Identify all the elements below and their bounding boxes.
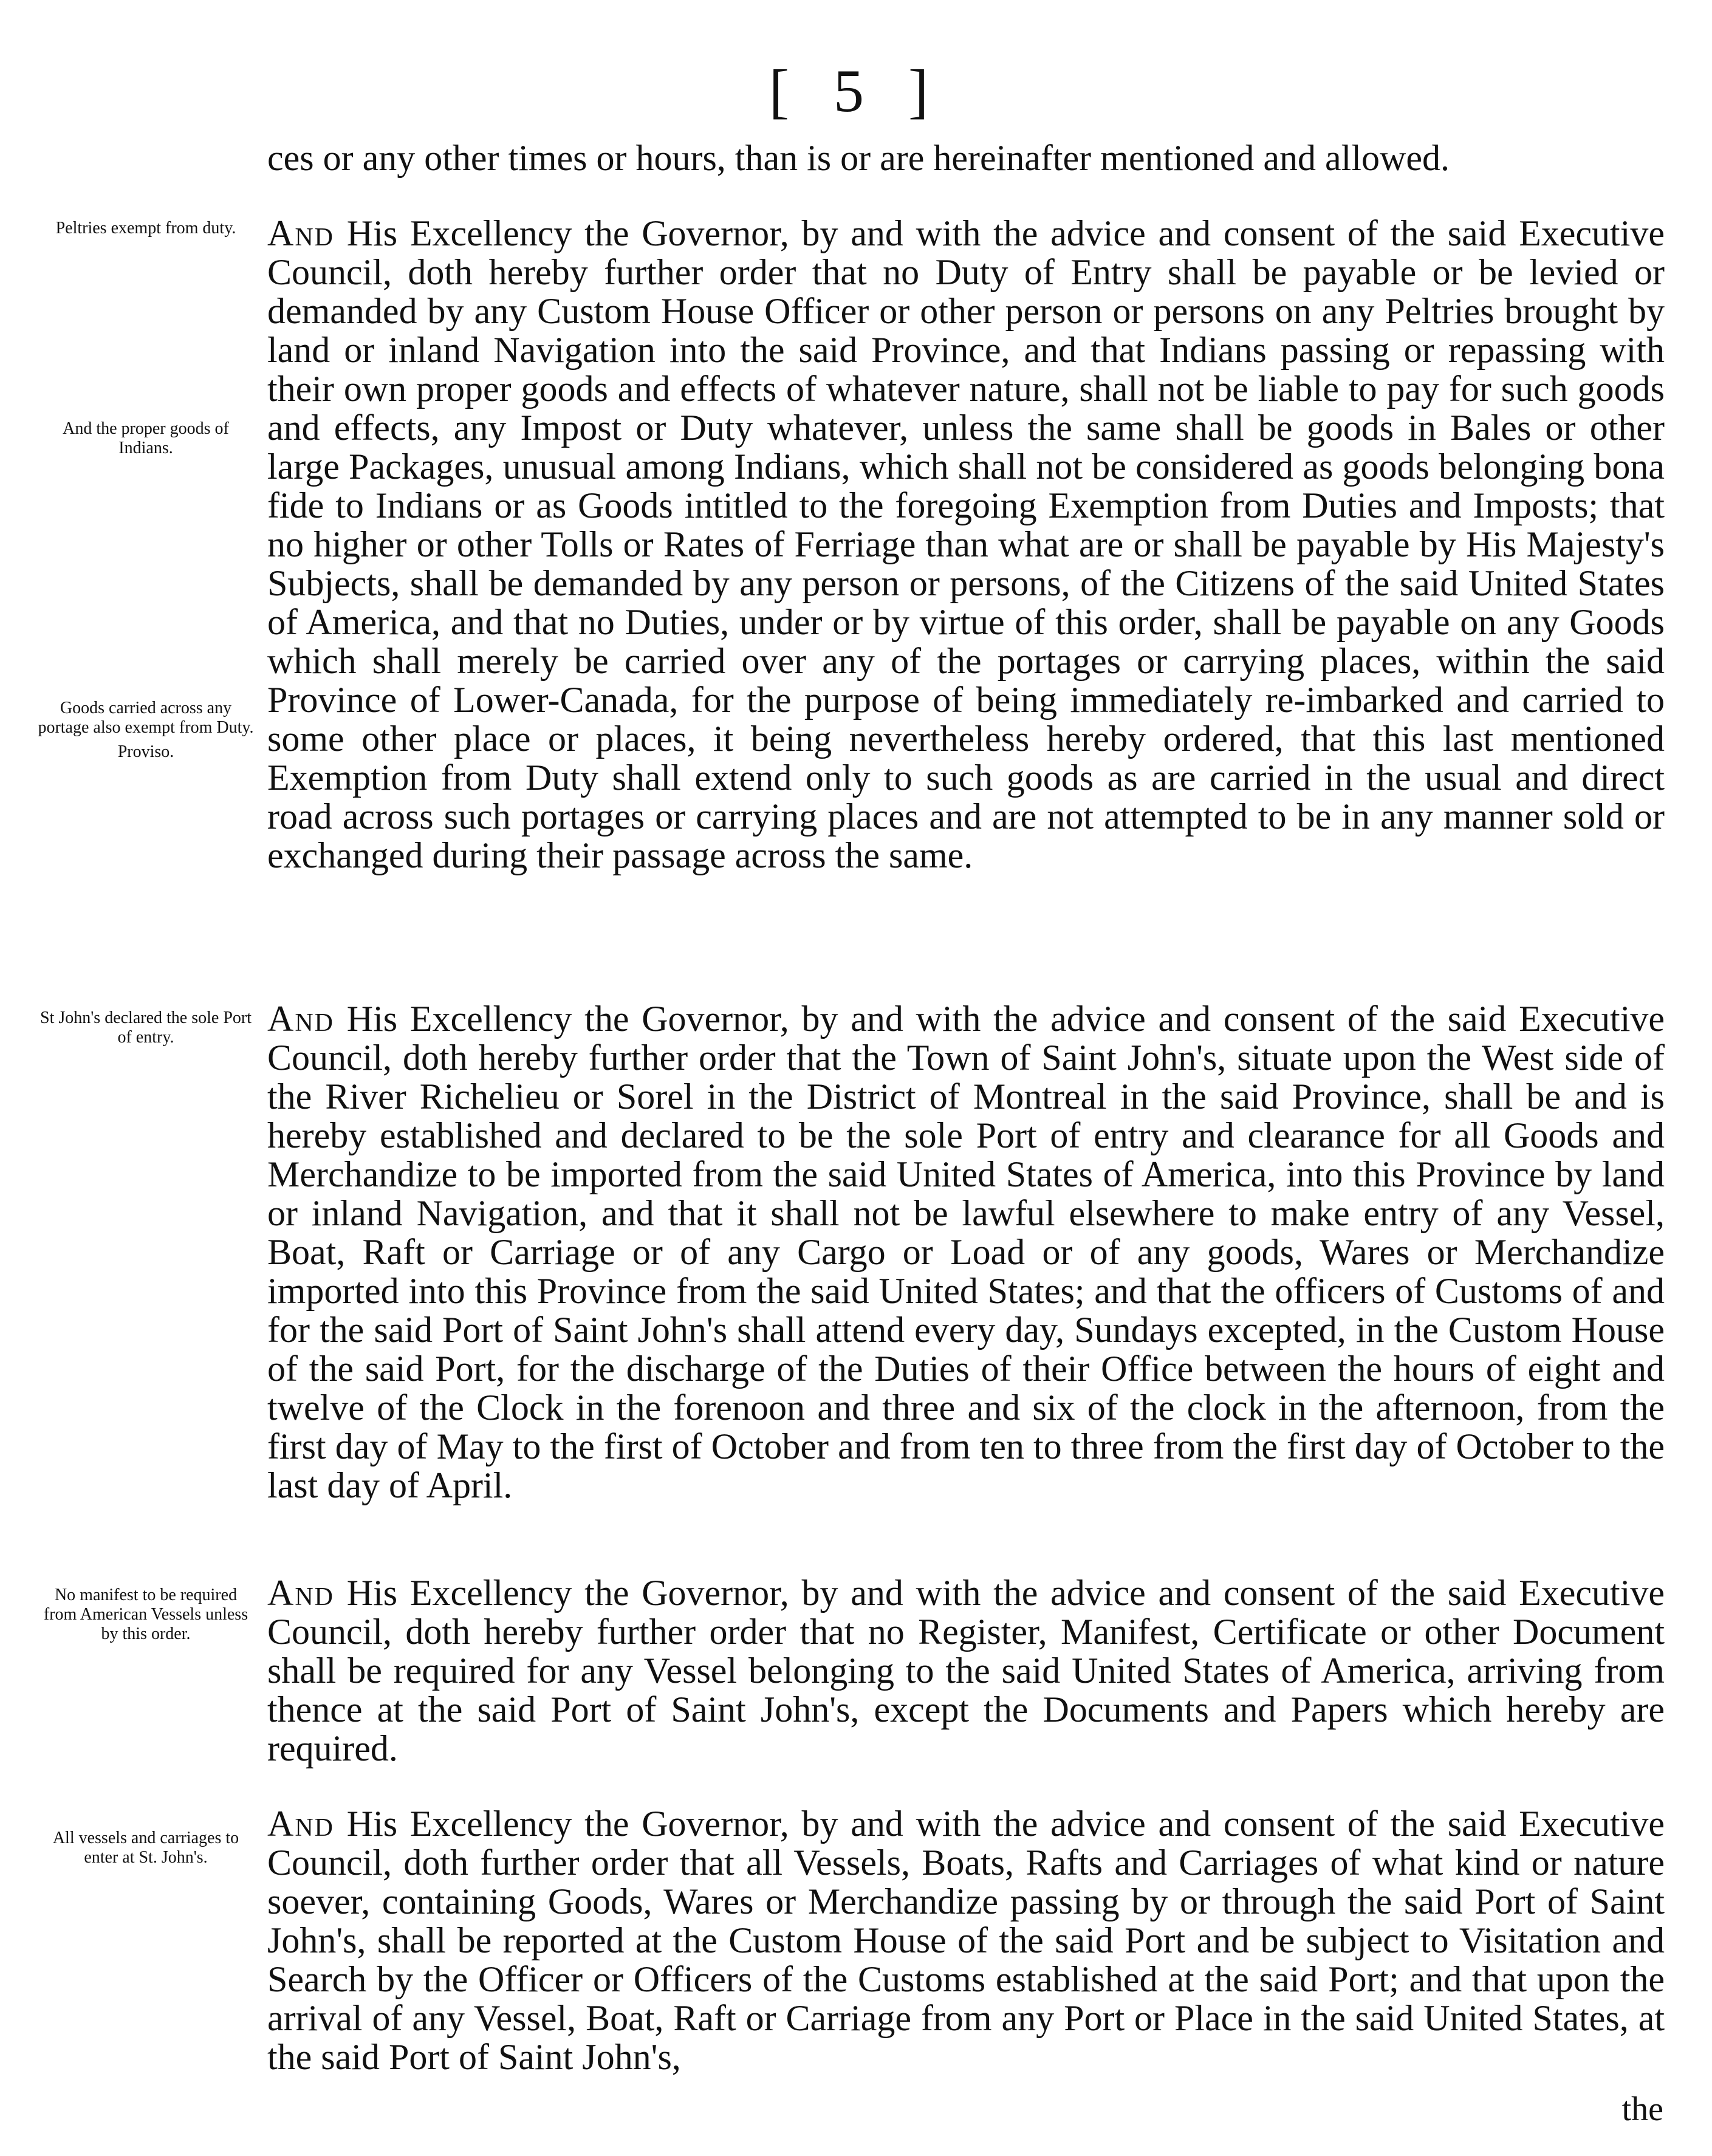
margin-note: All vessels and carriages to enter at St. John's. <box>52 1829 239 1867</box>
paragraph-text: His Excellency the Governor, by and with the advice and consent of the said Executive Council, doth hereby further order that no Register, Manifest, Certificate or other Document shall be required for any Vessel belonging to the said United States of America, arriving from thence at the said Port of Saint John's, except the Documents and Papers which hereby are required. <box>267 1573 1665 1768</box>
catchword: the <box>1621 2090 1663 2128</box>
margin-note: Peltries exempt from duty. <box>55 219 236 238</box>
continuation-text: ces or any other times or hours, than is or are hereinafter mentioned and allowed. <box>267 138 1450 178</box>
margin-note-group <box>36 1586 255 1649</box>
paragraph-text: His Excellency the Governor, by and with the advice and consent of the said Executive Council, doth hereby further order that no Duty of Entry shall be payable or be levied or demanded by any Custom House Officer or other person or persons on any Peltries brought by land or inland Navigation into the said Province, and that Indians passing or repassing with their own proper goods and effects of whatever nature, shall not be liable to pay for such goods and effects, any Impost or Duty whatever, unless the same shall be goods in Bales or other large Packages, unusual among Indians, which shall not be considered as goods belonging bona fide to Indians or as Goods intitled to the foregoing Exemption from Duties and Imposts; that no higher or other Tolls or Rates of Ferriage than what are or shall be payable by His Majesty's Subjects, shall be demanded by any person or persons, of the Citizens of the said United States of America, and that no Duties, under or by virtue of this order, shall be payable on any Goods which shall merely be carried over any of the portages or carrying places, within the said Province of Lower-Canada, for the purpose of being immediately re-imbarked and carried to some other place or places, it being nevertheless hereby ordered, that this last mentioned Exemption from Duty shall extend only to such goods as are carried in the usual and direct road across such portages or carrying places and are not attempted to be in any manner sold or exchanged during their passage across the same. <box>267 213 1665 875</box>
margin-note-group <box>36 1829 255 1872</box>
paragraph-lead: And <box>267 999 334 1039</box>
paragraph <box>267 999 1665 1505</box>
paragraph-lead: And <box>267 1804 334 1844</box>
margin-note: No manifest to be required from American Vessels unless by this order. <box>43 1586 248 1643</box>
margin-note: Goods carried across any portage also exempt from Duty. <box>38 699 254 737</box>
margin-note: Proviso. <box>117 742 174 761</box>
paragraph <box>267 214 1665 875</box>
margin-note-group <box>36 219 255 243</box>
paragraph-text: His Excellency the Governor, by and with the advice and consent of the said Executive Council, doth hereby further order that the Town of Saint John's, situate upon the West side of the River Richelieu or Sorel in the District of Montreal in the said Province, shall be and is hereby established and declared to be the sole Port of entry and clearance for all Goods and Merchandize to be imported from the said United States of America, into this Province by land or inland Navigation, and that it shall not be lawful elsewhere to make entry of any Vessel, Boat, Raft or Carriage or of any Cargo or Load or of any goods, Wares or Merchandize imported into this Province from the said United States; and that the officers of Customs of and for the said Port of Saint John's shall attend every day, Sundays excepted, in the Custom House of the said Port, for the discharge of the Duties of their Office between the hours of eight and twelve of the Clock in the forenoon and three and six of the clock in the afternoon, from the first day of May to the first of October and from ten to three from the first day of October to the last day of April. <box>267 999 1665 1505</box>
margin-note-group <box>36 699 255 767</box>
margin-note-group <box>36 1008 255 1052</box>
paragraph-lead: And <box>267 1573 334 1613</box>
margin-note: And the proper goods of Indians. <box>63 419 229 457</box>
paragraph-text: His Excellency the Governor, by and with the advice and consent of the said Executive Council, doth further order that all Vessels, Boats, Rafts and Carriages of what kind or nature soever, containing Goods, Wares or Merchandize passing by or through the said Port of Saint John's, shall be reported at the Custom House of the said Port and be subject to Visitation and Search by the Officer or Officers of the Customs established at the said Port; and that upon the arrival of any Vessel, Boat, Raft or Carriage from any Port or Place in the said United States, at the said Port of Saint John's, <box>267 1804 1665 2077</box>
paragraph-lead: And <box>267 213 334 253</box>
paragraph <box>267 1573 1665 1768</box>
paragraph <box>267 1804 1665 2076</box>
margin-note: St John's declared the sole Port of entry. <box>40 1008 252 1047</box>
page-number: [ 5 ] <box>769 57 943 125</box>
margin-note-group <box>36 419 255 463</box>
